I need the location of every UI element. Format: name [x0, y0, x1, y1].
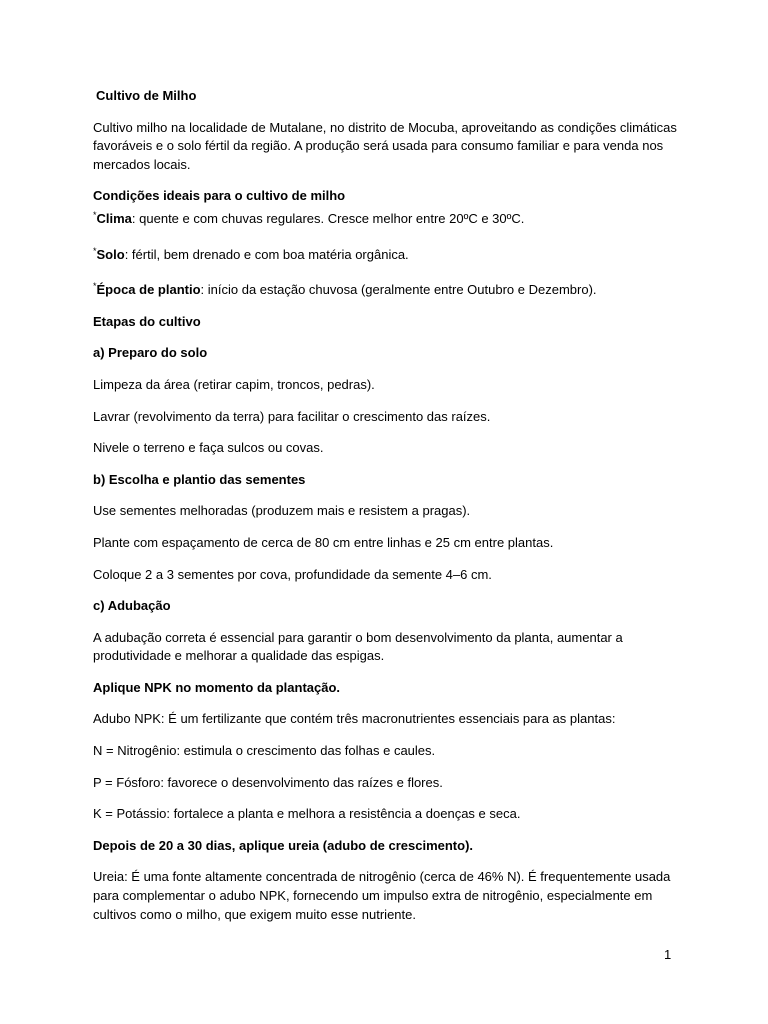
npk-paragraph: P = Fósforo: favorece o desenvolvimento das raízes e flores. — [93, 774, 443, 790]
section-c-heading: c) Adubação — [93, 598, 171, 614]
urea-heading: Depois de 20 a 30 dias, aplique ureia (adubo de crescimento). — [93, 837, 474, 853]
intro-paragraph: Cultivo milho na localidade de Mutalane, no distrito de Mocuba, aproveitando as condições climáticas favoráveis e o solo fértil da região. A produção será usada para consumo familiar e para venda nos mercados locais. — [93, 119, 677, 172]
condition-text: : quente e com chuvas regulares. Cresce melhor entre 20ºC e 30ºC. — [131, 210, 525, 226]
section-a-heading: a) Preparo do solo — [93, 345, 208, 361]
section-b-paragraph: Use sementes melhoradas (produzem mais e resistem a pragas). — [93, 503, 471, 519]
condition-item-solo — [93, 242, 683, 265]
section-b-paragraph: Plante com espaçamento de cerca de 80 cm entre linhas e 25 cm entre plantas. — [93, 534, 554, 550]
npk-paragraph: N = Nitrogênio: estimula o crescimento das folhas e caules. — [93, 743, 436, 759]
npk-paragraph: Adubo NPK: É um fertilizante que contém três macronutrientes essenciais para as plantas: — [93, 711, 616, 727]
section-a-paragraph: Nivele o terreno e faça sulcos ou covas. — [93, 440, 324, 456]
condition-label: Clima — [96, 210, 132, 226]
npk-paragraph: K = Potássio: fortalece a planta e melhora a resistência a doenças e seca. — [93, 806, 521, 822]
page-number: 1 — [664, 947, 672, 962]
document-body — [93, 87, 683, 937]
section-b-heading: b) Escolha e plantio das sementes — [93, 471, 306, 487]
urea-paragraph: Ureia: É uma fonte altamente concentrada de nitrogênio (cerca de 46% N). É frequentemente usada para complementar o adubo NPK, fornecendo um impulso extra de nitrogênio, especialmente em cultivos como o milho, que exigem muito esse nutriente. — [93, 869, 671, 922]
document-title: Cultivo de Milho — [96, 88, 197, 103]
conditions-heading: Condições ideais para o cultivo de milho — [93, 188, 346, 204]
section-a-paragraph: Limpeza da área (retirar capim, troncos, pedras). — [93, 376, 375, 392]
bullet-mark: * — [93, 209, 97, 220]
npk-heading: Aplique NPK no momento da plantação. — [93, 679, 341, 695]
bullet-mark: * — [93, 281, 97, 292]
section-c-intro: A adubação correta é essencial para garantir o bom desenvolvimento da planta, aumentar a produtividade e melhorar a qualidade das espigas. — [93, 629, 623, 664]
condition-item-clima — [93, 206, 683, 229]
condition-item-epoca — [93, 277, 683, 300]
condition-label: Época de plantio — [96, 282, 201, 298]
section-a-paragraph: Lavrar (revolvimento da terra) para facilitar o crescimento das raízes. — [93, 408, 491, 424]
condition-text: : fértil, bem drenado e com boa matéria orgânica. — [124, 246, 409, 262]
condition-label: Solo — [96, 246, 125, 262]
condition-text: : início da estação chuvosa (geralmente entre Outubro e Dezembro). — [200, 282, 597, 298]
stages-heading: Etapas do cultivo — [93, 313, 201, 329]
section-b-paragraph: Coloque 2 a 3 sementes por cova, profundidade da semente 4–6 cm. — [93, 566, 492, 582]
bullet-mark: * — [93, 245, 97, 256]
